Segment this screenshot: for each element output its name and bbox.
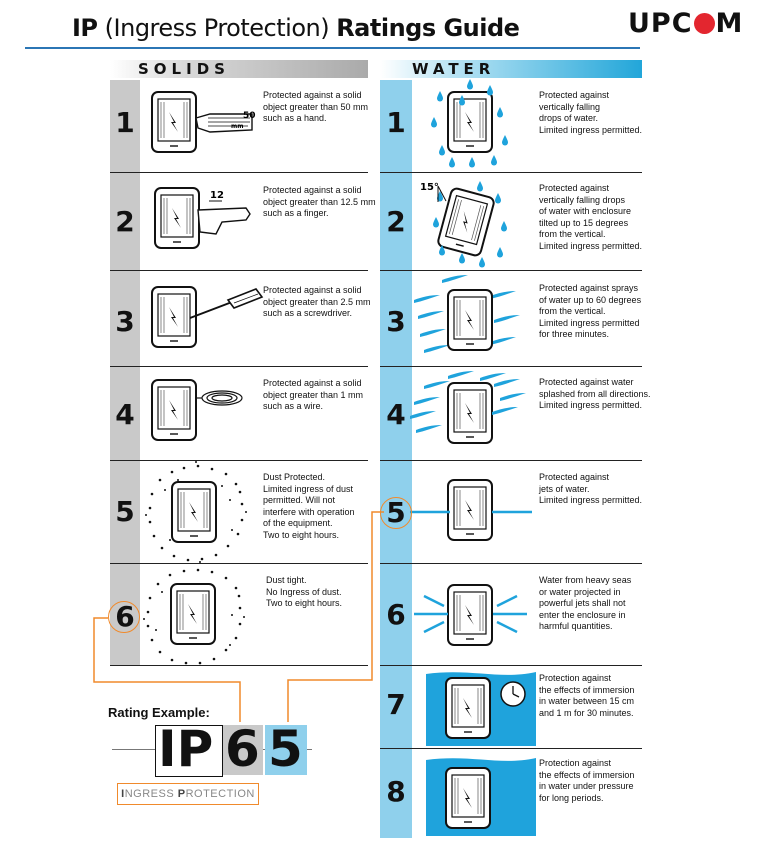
solids-desc-6: Dust tight. No Ingress of dust. Two to eight hours. [266, 575, 343, 608]
water-number-1: 1 [386, 106, 406, 139]
water-illustration-3 [414, 275, 520, 353]
solids-number-3: 3 [115, 305, 135, 338]
water-illustration-7 [426, 672, 536, 746]
upcom-logo: UPC M [628, 8, 744, 39]
water-desc-4: Protected against water splashed from all directions. Limited ingress permitted. [539, 377, 651, 410]
solids-number-4: 4 [115, 398, 135, 431]
water-illustration-6 [414, 585, 527, 645]
water-heading: WATER [412, 60, 496, 78]
water-desc-3: Protected against sprays of water up to 60 degrees from the vertical. Limited ingress permitted for three minutes. [539, 283, 642, 339]
tilt-angle-label: 15° [420, 182, 439, 193]
ip-letters: IP [158, 720, 214, 778]
water-desc-8: Protection against the effects of immersion in water under pressure for long periods. [539, 758, 635, 803]
solids-desc-2: Protected against a solid object greater than 12.5 mm such as a finger. [263, 185, 376, 218]
solids-heading: SOLIDS [138, 60, 230, 78]
water-illustration-5 [410, 480, 532, 540]
water-illustration-8 [426, 758, 536, 836]
water-number-6: 6 [386, 598, 406, 631]
water-number-5: 5 [386, 496, 406, 529]
water-number-3: 3 [386, 305, 406, 338]
hand-size-tag: 50 [243, 111, 256, 121]
solids-number-5: 5 [115, 495, 135, 528]
page-title: IP (Ingress Protection) Ratings Guide [72, 14, 520, 42]
water-desc-1: Protected against vertically falling drops of water. Limited ingress permitted. [539, 90, 643, 135]
solids-desc-3: Protected against a solid object greater than 2.5 mm such as a screwdriver. [263, 285, 371, 318]
solids-desc-4: Protected against a solid object greater than 1 mm such as a wire. [263, 378, 364, 411]
ingress-protection-caption: INGRESS PROTECTION [117, 783, 259, 805]
water-illustration-1 [431, 79, 508, 168]
water-desc-7: Protection against the effects of immersion in water between 15 cm and 1 m for 30 minutes. [539, 673, 635, 718]
water-number-4: 4 [386, 398, 406, 431]
water-desc-5: Protected against jets of water. Limited ingress permitted. [539, 472, 643, 505]
svg-text:mm: mm [231, 123, 244, 130]
water-digit: 5 [268, 720, 303, 778]
water-number-8: 8 [386, 775, 406, 808]
solids-digit: 6 [225, 720, 260, 778]
water-desc-6: Water from heavy seas or water projected in powerful jets shall not enter the enclosure in harmful quantities. [539, 575, 632, 631]
solids-desc-5: Dust Protected. Limited ingress of dust permitted. Will not interfere with operation of the equipment. Two to eight hours. [263, 472, 355, 540]
water-number-2: 2 [386, 205, 406, 238]
solids-number-2: 2 [115, 205, 135, 238]
water-desc-2: Protected against vertically falling drops of water with enclosure tilted up to 15 degrees from the vertical. Limited ingress permitted. [539, 183, 643, 251]
solids-number-1: 1 [115, 106, 135, 139]
water-illustration-4 [410, 371, 526, 443]
rating-example-label: Rating Example: [108, 705, 210, 720]
solids-number-6: 6 [115, 600, 135, 633]
finger-size-tag: 12 [210, 190, 224, 201]
solids-desc-1: Protected against a solid object greater than 50 mm such as a hand. [263, 90, 369, 123]
water-number-7: 7 [386, 688, 406, 721]
water-illustration-2 [420, 181, 507, 268]
